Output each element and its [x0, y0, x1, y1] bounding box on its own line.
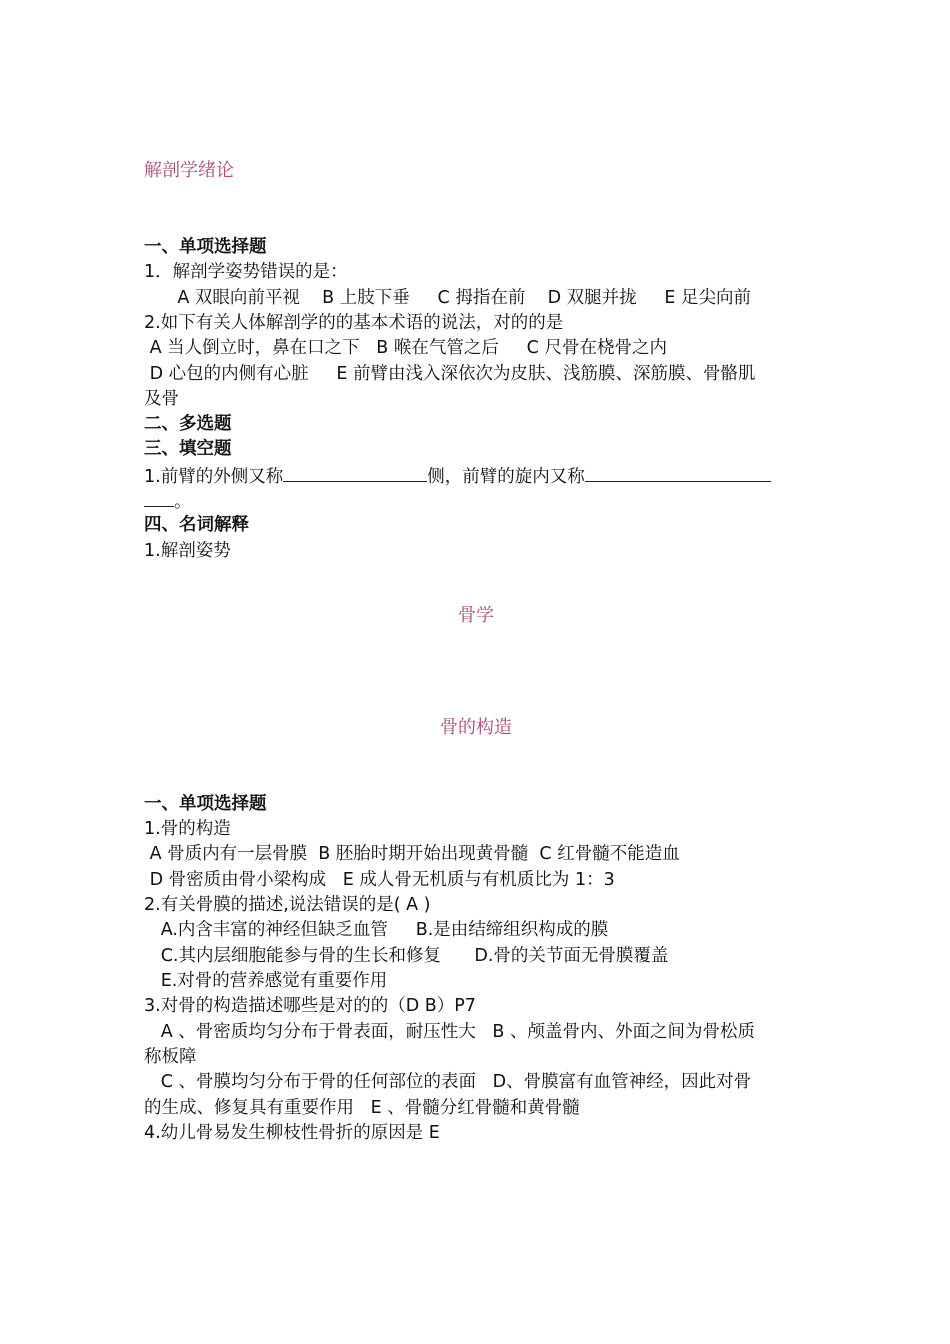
section-title-anatomy-intro: 解剖学绪论: [144, 160, 234, 181]
question-2-options-b: D 心包的内侧有心脏 E 前臂由浅入深依次为皮肤、浅筋膜、深筋膜、骨骼肌: [144, 364, 756, 384]
fill-text-a: 1.前臂的外侧又称: [144, 467, 284, 487]
fill-blank-2: [585, 463, 771, 482]
bone-question-3-line-c: C 、骨膜均匀分布于骨的任何部位的表面 D、骨膜富有血管神经，因此对骨: [144, 1072, 752, 1092]
question-2-options-c: 及骨: [144, 389, 179, 409]
bone-question-4: 4.幼儿骨易发生柳枝性骨折的原因是 E: [144, 1123, 440, 1143]
fill-text-b: 侧，前臂的旋内又称: [427, 467, 585, 487]
bone-question-2-options-b: C.其内层细胞能参与骨的生长和修复 D.骨的关节面无骨膜覆盖: [144, 946, 669, 966]
bone-question-2: 2.有关骨膜的描述,说法错误的是( A ): [144, 895, 431, 915]
bone-question-3-line-a: A 、骨密质均匀分布于骨表面，耐压性大 B 、颅盖骨内、外面之间为骨松质: [144, 1022, 755, 1042]
heading-multi-choice: 二、多选题: [144, 414, 232, 434]
section-subtitle-bone-structure: 骨的构造: [440, 717, 512, 738]
bone-question-2-options-a: A.内含丰富的神经但缺乏血管 B.是由结缔组织构成的膜: [144, 920, 609, 940]
bone-question-1: 1.骨的构造: [144, 819, 231, 839]
bone-question-3-line-d: 的生成、修复具有重要作用 E 、骨髓分红骨髓和黄骨髓: [144, 1098, 580, 1118]
fill-question-1-continued: [144, 488, 808, 515]
heading-single-choice-2: 一、单项选择题: [144, 794, 267, 814]
fill-end: 。: [174, 492, 192, 512]
heading-single-choice: 一、单项选择题: [144, 237, 267, 257]
fill-question-1: [144, 463, 808, 490]
fill-blank-2-continued: [144, 488, 174, 507]
question-1-options: A 双眼向前平视 B 上肢下垂 C 拇指在前 D 双腿并拢 E 足尖向前: [144, 288, 752, 308]
section-title-osteology: 骨学: [458, 605, 494, 626]
heading-term-explanation: 四、名词解释: [144, 515, 249, 535]
term-1: 1.解剖姿势: [144, 541, 231, 561]
bone-question-2-options-c: E.对骨的营养感觉有重要作用: [144, 971, 388, 991]
question-2-options-a: A 当人倒立时，鼻在口之下 B 喉在气管之后 C 尺骨在桡骨之内: [144, 338, 667, 358]
question-1: 1．解剖学姿势错误的是：: [144, 262, 348, 282]
heading-fill-blank: 三、填空题: [144, 439, 232, 459]
bone-question-1-options-b: D 骨密质由骨小梁构成 E 成人骨无机质与有机质比为 1：3: [144, 870, 615, 890]
bone-question-3-line-b: 称板障: [144, 1047, 197, 1067]
bone-question-1-options-a: A 骨质内有一层骨膜 B 胚胎时期开始出现黄骨髓 C 红骨髓不能造血: [144, 844, 680, 864]
question-2: 2.如下有关人体解剖学的的基本术语的说法，对的的是: [144, 313, 564, 333]
bone-question-3: 3.对骨的构造描述哪些是对的的（D B）P7: [144, 996, 476, 1016]
fill-blank-1: [283, 463, 427, 482]
